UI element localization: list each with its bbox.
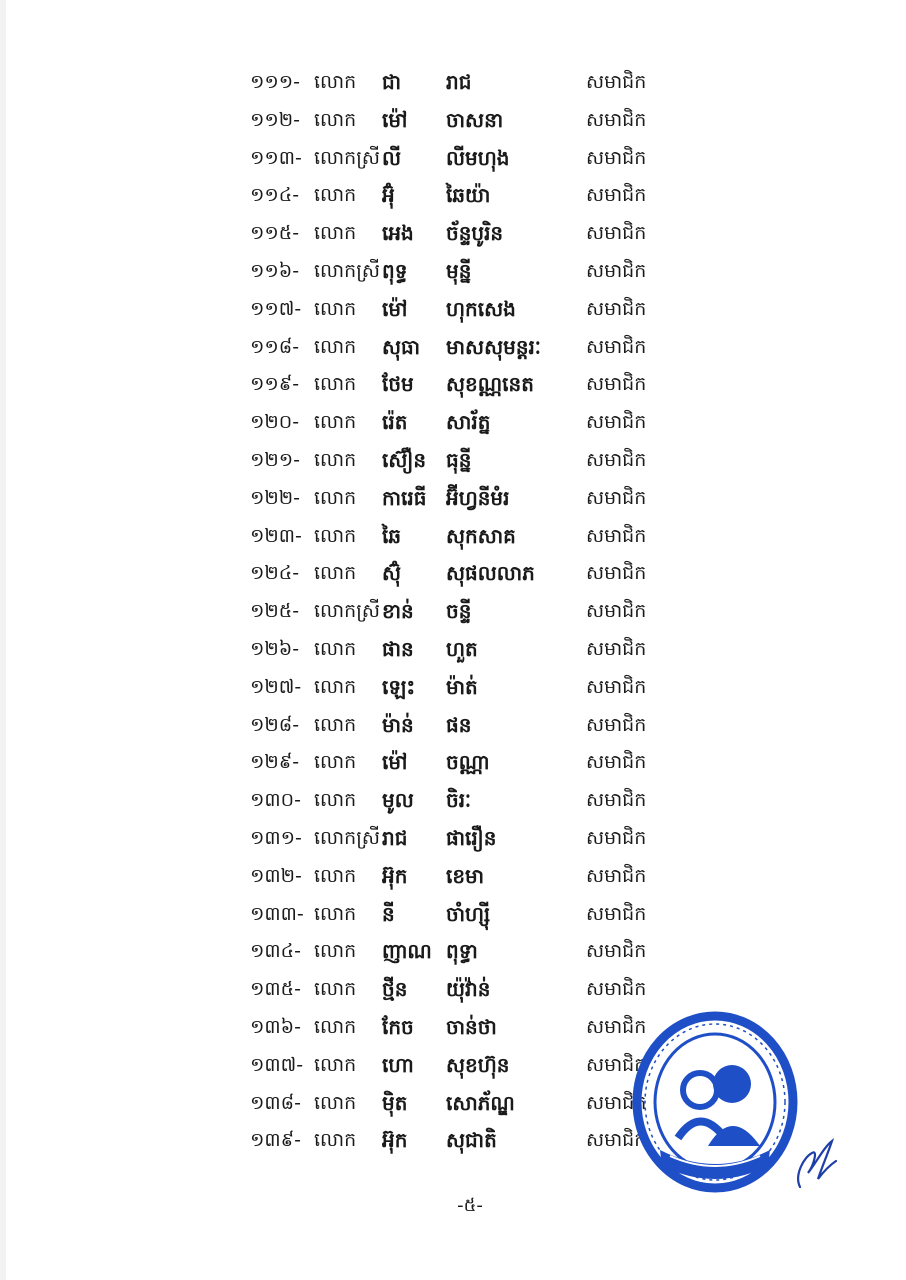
member-title: លោកស្រី [314,146,380,169]
member-role: សមាជិក [586,524,647,547]
member-title: លោក [314,1016,357,1038]
member-number: ១១៧- [250,297,302,320]
member-role: សមាជិក [586,1129,647,1152]
member-row [0,441,906,479]
member-role: សមាជិក [586,864,647,887]
member-role: សមាជិក [586,827,647,849]
member-row [0,252,906,290]
member-title: លោក [314,449,357,471]
member-family-name: អ៊ីហ្វនីមំរ [446,485,510,510]
member-title: លោក [314,713,357,736]
member-family-name: ឆៃយ៉ា [446,183,491,208]
member-given-name: ម៉ៅ [382,750,408,775]
member-family-name: សុកសាគ [446,523,516,548]
member-given-name: សុធា [382,334,421,359]
member-family-name: រាជ [446,70,472,94]
member-row [0,819,906,857]
member-given-name: អ៊ុំ [382,183,395,208]
member-role: សមាជិក [586,600,647,623]
member-title: លោក [314,1091,357,1114]
member-number: ១២៤- [250,562,300,585]
member-role: សមាជិក [586,108,647,131]
member-number: ១២១- [250,449,300,471]
member-number: ១១៣- [250,146,302,169]
member-family-name: ធុន្នី [446,448,472,472]
member-title: លោក [314,1053,357,1076]
member-row [0,592,906,630]
member-family-name: ផន [446,712,472,737]
member-number: ១៣០- [250,789,301,812]
member-title: លោក [314,902,357,925]
member-number: ១២៩- [250,751,300,774]
member-number: ១៣៦- [250,1016,301,1038]
member-family-name: ពុទ្ធា [446,939,478,964]
member-number: ១២៧- [250,675,302,698]
member-role: សមាជិក [586,1053,647,1076]
member-role: សមាជិក [586,184,647,207]
member-title: លោកស្រី [314,260,380,282]
member-number: ១១១- [250,71,300,93]
member-number: ១១៨- [250,335,300,358]
member-title: លោក [314,751,357,774]
member-given-name: ការេធី [382,485,427,510]
member-row [0,101,906,139]
member-title: លោក [314,335,357,358]
member-given-name: រាជ [382,826,408,850]
member-role: សមាជិក [586,297,647,320]
member-role: សមាជិក [586,449,647,471]
member-title: លោក [314,940,357,963]
member-title: លោក [314,864,357,887]
member-given-name: លី [382,145,402,170]
member-family-name: ផារឿន [446,826,497,850]
member-title: លោក [314,524,357,547]
page-number: -៥- [457,1195,483,1216]
member-number: ១៣៧- [250,1053,304,1076]
member-role: សមាជិក [586,260,647,282]
organization-seal [630,1010,800,1200]
member-number: ១៣៤- [250,940,301,963]
member-family-name: ហួត [446,637,478,661]
member-role: សមាជិក [586,751,647,774]
member-family-name: ចាសនា [446,107,504,132]
member-role: សមាជិក [586,486,647,509]
member-given-name: នី [382,901,395,926]
member-given-name: កែច [382,1015,414,1039]
member-title: លោក [314,411,357,434]
member-family-name: ចាំហ្ស៊ី [446,901,491,926]
member-role: សមាជិក [586,638,647,660]
member-given-name: អ៊ុក [382,1128,408,1153]
member-number: ១២៣- [250,524,302,547]
member-family-name: លីមហុង [446,145,510,170]
member-family-name: ចិរៈ [446,788,472,813]
member-family-name: ច័ន្ទបូរិន [446,221,504,246]
member-family-name: ខេមា [446,863,485,888]
member-role: សមាជិក [586,1091,647,1114]
member-given-name: ពុទ្ធ [382,259,408,283]
member-family-name: សោភ័ណ្ឌ [446,1090,515,1115]
member-row [0,554,906,592]
member-given-name: ហោ [382,1052,414,1077]
member-given-name: រ៉េត [382,410,408,435]
member-row [0,176,906,214]
member-title: លោក [314,562,357,585]
member-given-name: មូល [382,788,414,813]
member-family-name: មាសសុមន្តរៈ [446,334,541,359]
member-row [0,970,906,1008]
member-family-name: មុន្នី [446,259,472,283]
member-number: ១២៦- [250,638,300,660]
member-family-name: សុខហ៊ុន [446,1052,510,1077]
member-row [0,365,906,403]
member-given-name: ស៊ឿន [382,448,427,472]
member-role: សមាជិក [586,675,647,698]
member-given-name: ម៉ៅ [382,296,408,321]
member-role: សមាជិក [586,373,647,396]
member-row [0,932,906,970]
member-number: ១៣៥- [250,978,301,1001]
member-family-name: សុជាតិ [446,1128,497,1153]
member-row [0,857,906,895]
member-row [0,668,906,706]
member-role: សមាជិក [586,902,647,925]
member-row [0,290,906,328]
member-role: សមាជិក [586,411,647,434]
member-role: សមាជិក [586,978,647,1001]
member-given-name: ថ្មីន [382,977,408,1002]
member-row [0,328,906,366]
member-title: លោក [314,638,357,660]
member-given-name: ឆៃ [382,523,402,548]
member-number: ១២៥- [250,600,300,623]
member-title: លោក [314,71,357,93]
member-number: ១១៥- [250,222,300,245]
member-row [0,781,906,819]
member-title: លោក [314,373,357,396]
member-family-name: ហុកសេង [446,296,516,321]
member-family-name: យ៉ុវ៉ាន់ [446,977,491,1002]
member-number: ១១៩- [250,373,300,396]
member-row [0,630,906,668]
member-number: ១១៦- [250,260,300,282]
member-family-name: សារ័ត្ន [446,410,491,435]
member-number: ១៣៩- [250,1129,301,1152]
member-role: សមាជិក [586,335,647,358]
member-row [0,63,906,101]
member-title: លោក [314,184,357,207]
member-number: ១១២- [250,108,300,131]
member-row [0,403,906,441]
member-role: សមាជិក [586,562,647,585]
member-family-name: ចន្ទី [446,599,472,624]
member-row [0,139,906,177]
member-row [0,517,906,555]
member-title: លោកស្រី [314,827,380,849]
member-number: ១៣១- [250,827,302,849]
member-given-name: ផាន [382,637,414,661]
member-title: លោក [314,978,357,1001]
member-number: ១២០- [250,411,300,434]
member-title: លោក [314,222,357,245]
member-given-name: ម៉ិត [382,1090,408,1115]
member-given-name: ជា [382,70,402,94]
member-role: សមាជិក [586,940,647,963]
member-given-name: ខាន់ [382,599,414,624]
member-number: ១៣២- [250,864,302,887]
member-title: លោក [314,789,357,812]
member-family-name: សុផលលាភ [446,561,535,586]
member-given-name: អ៊ុក [382,863,408,888]
member-role: សមាជិក [586,789,647,812]
member-title: លោក [314,297,357,320]
member-given-name: ស៊ុំ [382,561,402,586]
member-role: សមាជិក [586,1016,647,1038]
member-title: លោក [314,1129,357,1152]
member-role: សមាជិក [586,222,647,245]
member-number: ១២៨- [250,713,300,736]
member-given-name: អេង [382,221,414,246]
member-given-name: ម៉ាន់ [382,712,414,737]
member-family-name: ចណ្ណា [446,750,490,775]
member-given-name: ថែម [382,372,414,397]
member-given-name: ឡេះ [382,674,416,699]
member-title: លោកស្រី [314,600,380,623]
member-number: ១៣៨- [250,1091,301,1114]
member-number: ១១៤- [250,184,300,207]
member-title: លោក [314,108,357,131]
member-row [0,214,906,252]
member-number: ១២២- [250,486,300,509]
member-row [0,479,906,517]
member-row [0,743,906,781]
member-role: សមាជិក [586,713,647,736]
member-given-name: ញាណ [382,939,432,964]
member-given-name: ម៉ៅ [382,107,408,132]
member-role: សមាជិក [586,71,647,93]
member-family-name: សុខណ្ណនេត [446,372,534,397]
member-row [0,895,906,933]
member-number: ១៣៣- [250,902,304,925]
member-title: លោក [314,486,357,509]
member-row [0,706,906,744]
signature [790,1135,840,1195]
member-role: សមាជិក [586,146,647,169]
member-family-name: ចាន់ថា [446,1015,497,1039]
member-family-name: ម៉ាត់ [446,674,478,699]
member-title: លោក [314,675,357,698]
